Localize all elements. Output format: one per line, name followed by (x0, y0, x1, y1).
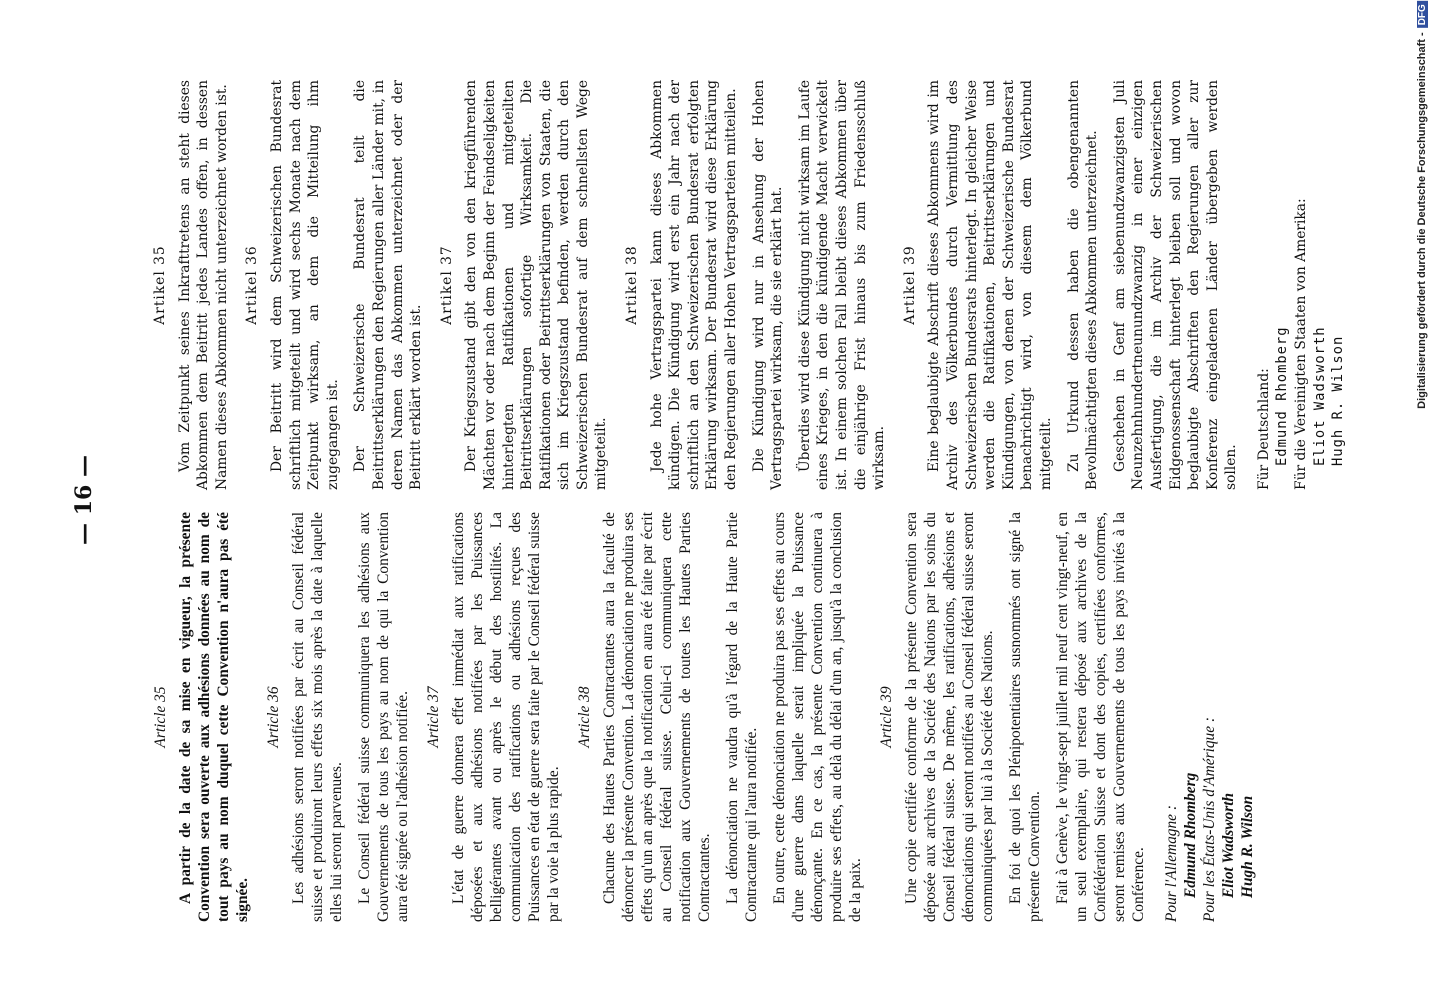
article-heading: Artikel 35 (152, 245, 168, 325)
paragraph: Die Kündigung wird nur in Ansehung der Hohen Vertragspartei wirksam, die sie erklärt hat. (750, 80, 786, 490)
signatory-name: Eliot Wadsworth (1311, 326, 1328, 466)
credit-text-line (1416, 1, 1428, 409)
paragraph: Der Kriegszustand gibt den von den kriegführenden Mächten vor oder nach dem Beginn der Feindseligkeiten hinterlegten Ratifikationen und mitgeteilten Beitrittserklärungen sofortige Wirksamkeit. Die Ratifikationen oder Beitrittserklärungen von Staaten, die sich im Kriegszustand befinden, werden durch den Schweizerischen Bundesrat auf dem schnellsten Wege mitgeteilt. (463, 80, 610, 490)
signatory-country: Pour l'Allemagne : (1163, 805, 1180, 922)
signature-block (1162, 512, 1257, 922)
paragraph: Der Schweizerische Bundesrat teilt die Beitrittserklärungen den Regierungen aller Länder mit, in deren Namen das Abkommen unterzeichnet oder der Beitritt erklärt worden ist. (352, 80, 425, 490)
paragraph: Überdies wird diese Kündigung nicht wirksam im Laufe eines Krieges, in den die kündigende Macht verwickelt ist. In einem solchen Fall bleibt dieses Abkommen über die einjährige Frist hinaus bis zum Friedensschluß wirksam. (796, 80, 888, 490)
paragraph: Der Beitritt wird dem Schweizerischen Bundesrat schriftlich mitgeteilt und wird sechs Monate nach dem Zeitpunkt wirksam, an dem die Mitteilung ihm zugegangen ist. (268, 80, 341, 490)
rotated-document-page (47, 20, 1387, 980)
signatory-name: Edmund Rhomberg (1274, 326, 1291, 466)
signatory-country: Für Deutschland: (1255, 368, 1272, 490)
paragraph: Geschehen in Genf am siebenundzwanzigsten Juli Neunzehnhundertneunundzwanzig in einer einzigen Ausfertigung, die im Archiv der Schweizerischen Eidgenossenschaft hinterlegt bleiben soll und wovon beglaubigte Abschriften den Regierungen aller zur Konferenz eingeladenen Länder übergeben werden sollen. (1111, 80, 1240, 490)
paragraph: L'état de guerre donnera effet immédiat aux ratifications déposées et aux adhésions notifiées par les Puissances belligérantes avant ou après le début des hostilités. La communication des ratifications ou adhésions reçues des Puissances en état de guerre sera faite par le Conseil fédéral suisse par la voie la plus rapide. (450, 512, 562, 922)
article-heading: Article 39 (878, 686, 895, 748)
paragraph: Les adhésions seront notifiées par écrit au Conseil fédéral suisse et produiront leurs effets six mois après la date à laquelle elles lui seront parvenues. (290, 512, 345, 922)
article-heading: Article 37 (425, 686, 442, 748)
paragraph: Une copie certifiée conforme de la présente Convention sera déposée aux archives de la Société des Nations par les soins du Conseil fédéral suisse. De même, les ratifications, adhésions et dénonciations qui seront notifiées au Conseil fédéral suisse seront communiquées par lui à la Société des Nations. (903, 512, 996, 922)
paragraph: En outre, cette dénonciation ne produira pas ses effets au cours d'une guerre dans laquelle serait impliquée la Puissance dénonçante. En ce cas, la présente Convention continuera à produire ses effets, au delà du délai d'un an, jusqu'à la conclusion de la paix. (771, 512, 864, 922)
paragraph: Zu Urkund dessen haben die obengenannten Bevollmächtigten dieses Abkommen unterzeichnet. (1065, 80, 1101, 490)
article-heading: Artikel 39 (901, 245, 918, 325)
article-heading: Article 36 (265, 686, 282, 748)
page-number: — 16 — (71, 455, 97, 545)
paragraph: En foi de quoi les Plénipotentiaires susnommés ont signé la présente Convention. (1007, 512, 1043, 922)
signatory-country: Pour les États-Unis d'Amérique : (1201, 716, 1218, 922)
paragraph: Jede hohe Vertragspartei kann dieses Abkommen kündigen. Die Kündigung wird erst ein Jahr nach der schriftlich an den Schweizerischen Bundesrat erfolgten Erklärung wirksam. Der Bundesrat wird diese Erklärung den Regierungen aller Hohen Vertragsparteien mitteilen. (648, 80, 740, 490)
article-heading: Artikel 38 (624, 245, 641, 325)
signature-block (1255, 80, 1348, 490)
paragraph: Vom Zeitpunkt seines Inkrafttretens an steht dieses Abkommen dem Beitritt jedes Landes offen, in dessen Namen dieses Abkommen nicht unterzeichnet worden ist. (176, 80, 230, 490)
dfg-logo-badge: DFG (1417, 1, 1428, 28)
article-heading: Artikel 37 (438, 245, 455, 325)
signatory-country: Für die Vereinigten Staaten von Amerika: (1293, 198, 1310, 490)
paragraph: Fait à Genève, le vingt-sept juillet mil neuf cent vingt-neuf, en un seul exemplaire, qui restera déposé aux archives de la Confédération Suisse et dont des copies, certifiées conformes, seront remises aux Gouvernements de tous les pays invités à la Conférence. (1054, 512, 1147, 922)
article-heading: Article 35 (152, 686, 169, 748)
paragraph: A partir de la date de sa mise en vigueur, la présente Convention sera ouverte aux adhésions données au nom de tout pays au nom duquel cette Convention n'aura pas été signée. (177, 512, 251, 922)
article-heading: Article 38 (576, 686, 593, 748)
signatory-name: Eliot Wadsworth (1220, 792, 1237, 898)
french-column (139, 512, 1257, 922)
credit-text: Digitalisierung gefördert durch die Deutsche Forschungsgemeinschaft - (1416, 32, 1428, 409)
paragraph: Chacune des Hautes Parties Contractantes aura la faculté de dénoncer la présente Convention. La dénonciation ne produira ses effets qu'un an après que la notification en aura été faite par écrit au Conseil fédéral suisse. Celui-ci communiquera cette notification aux Gouvernements de toutes les Hautes Parties Contractantes. (601, 512, 713, 922)
paragraph: La dénonciation ne vaudra qu'à l'égard de la Haute Partie Contractante qui l'aura notifiée. (724, 512, 760, 922)
signatory-name: Hugh R. Wilson (1239, 795, 1256, 898)
signatory-name: Hugh R. Wilson (1330, 335, 1347, 466)
paragraph: Eine beglaubigte Abschrift dieses Abkommens wird im Archiv des Völkerbundes durch Vermittlung des Schweizerischen Bundesrats hinterlegt. In gleicher Weise werden die Ratifikationen, Beitrittserklärungen und Kündigungen, von denen der Schweizerische Bundesrat benachrichtigt wird, von diesem dem Völkerbund mitgeteilt. (926, 80, 1054, 490)
signatory-name: Edmund Rhomberg (1182, 772, 1199, 898)
digitization-credit (1410, 4, 1434, 409)
paragraph: Le Conseil fédéral suisse communiquera les adhésions aux Gouvernements de tous les pays au nom de qui la Convention aura été signée ou l'adhésion notifiée. (356, 512, 411, 922)
article-heading: Artikel 36 (244, 245, 261, 325)
german-column (139, 80, 1348, 490)
